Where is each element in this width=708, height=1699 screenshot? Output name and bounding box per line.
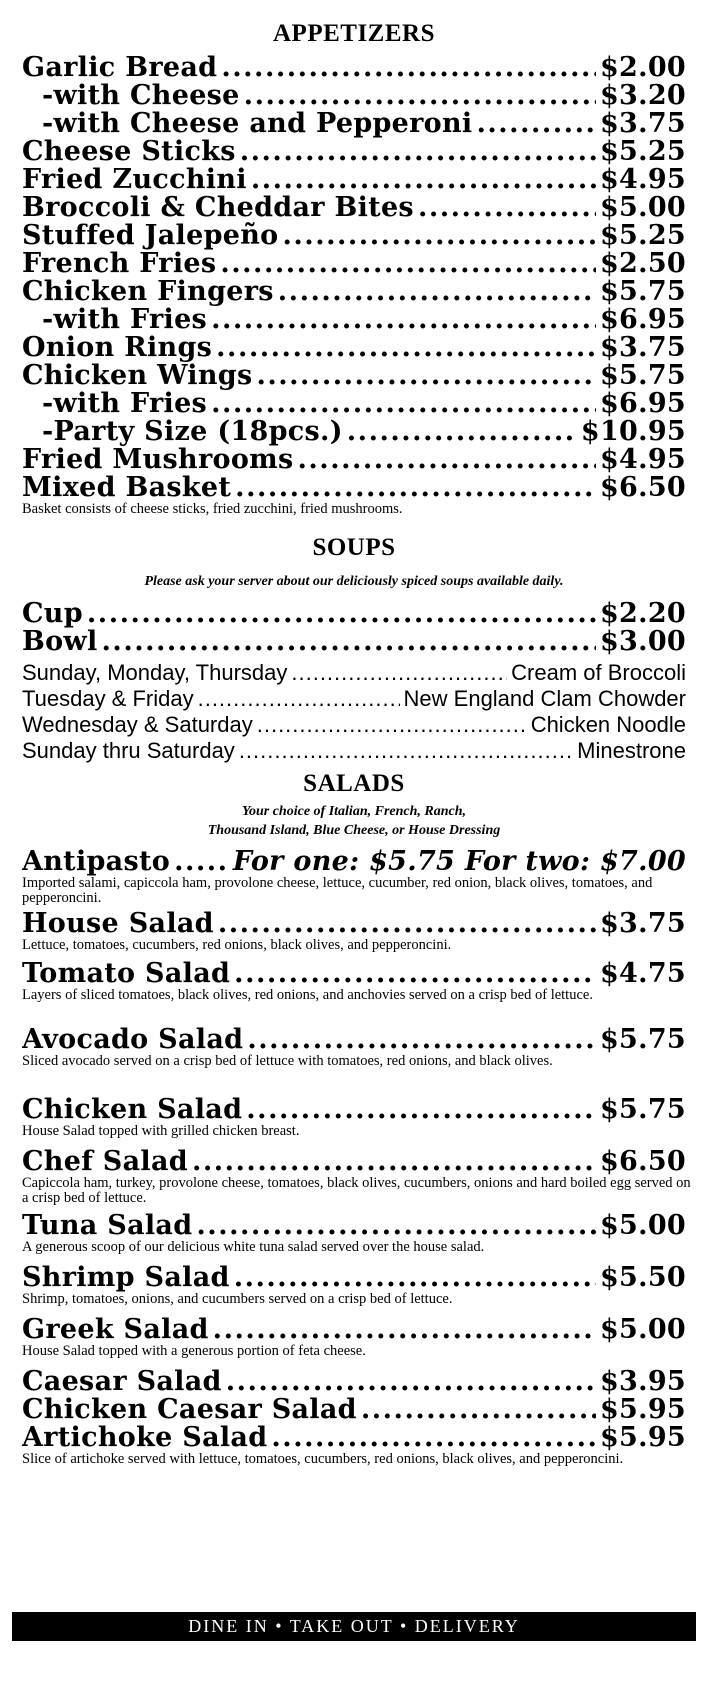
schedule-days: Tuesday & Friday: [22, 686, 194, 711]
item-label: Artichoke Salad: [22, 1422, 268, 1453]
item-price: $2.20: [599, 598, 686, 629]
item-label: -with Cheese and Pepperoni: [42, 108, 473, 139]
item-label: Fried Zucchini: [22, 164, 247, 195]
item-label: Onion Rings: [22, 332, 213, 363]
menu-item-fried-zucchini: [22, 164, 686, 195]
item-price: $3.00: [599, 626, 686, 657]
schedule-days: Sunday, Monday, Thursday: [22, 660, 288, 685]
leader-dots: [347, 416, 577, 447]
menu-item-chicken-wings: [22, 360, 686, 391]
menu-item-tuna-salad: [22, 1210, 686, 1241]
menu-item-antipasto: [22, 846, 686, 877]
menu-item-chicken-fingers: [22, 276, 686, 307]
menu-item-chicken-wings-fries: [42, 388, 686, 419]
item-label: Broccoli & Cheddar Bites: [22, 192, 414, 223]
leader-dots: [216, 332, 596, 363]
menu-item-mixed-basket: [22, 472, 686, 503]
item-price: $5.95: [599, 1422, 686, 1453]
menu-item-greek-salad: [22, 1314, 686, 1345]
leader-dots: [235, 472, 596, 503]
item-label: Tuna Salad: [22, 1210, 193, 1241]
menu-item-tomato-salad: [22, 958, 686, 989]
schedule-days: Sunday thru Saturday: [22, 738, 235, 763]
item-description: Sliced avocado served on a crisp bed of lettuce with tomatoes, red onions, and black olives.: [22, 1053, 553, 1069]
item-label: -with Cheese: [42, 80, 240, 111]
leader-dots: [476, 108, 595, 139]
schedule-days: Wednesday & Saturday: [22, 712, 253, 737]
item-price: $6.50: [599, 1146, 686, 1177]
menu-item-avocado-salad: [22, 1024, 686, 1055]
menu-item-garlic-bread: [22, 52, 686, 83]
item-price: $5.75: [599, 360, 686, 391]
menu-item-bowl: [22, 626, 686, 657]
item-label: Chicken Fingers: [22, 276, 274, 307]
soup-schedule-row: [22, 738, 686, 764]
item-label: Tomato Salad: [22, 958, 231, 989]
basket-note: Basket consists of cheese sticks, fried zucchini, fried mushrooms.: [22, 501, 403, 517]
dressing-note-line2: Thousand Island, Blue Cheese, or House Dressing: [207, 823, 501, 838]
leader-dots: [283, 220, 596, 251]
item-label: -with Fries: [42, 388, 208, 419]
item-price: $4.95: [599, 444, 686, 475]
item-label: Avocado Salad: [22, 1024, 244, 1055]
leader-dots: [291, 660, 507, 686]
item-description: House Salad topped with grilled chicken breast.: [22, 1123, 300, 1139]
item-description: Slice of artichoke served with lettuce, tomatoes, cucumbers, red onions, black olives, and pepperoncini.: [22, 1451, 624, 1467]
item-description: Lettuce, tomatoes, cucumbers, red onions, black olives, and pepperoncini.: [22, 937, 452, 953]
salads-title: SALADS: [303, 770, 405, 797]
soups-note: Please ask your server about our deliciously spiced soups available daily.: [144, 574, 564, 589]
menu-item-caesar-salad: [22, 1366, 686, 1397]
appetizers-title: APPETIZERS: [273, 20, 435, 47]
item-price: $5.25: [599, 136, 686, 167]
soup-schedule-row: [22, 660, 686, 686]
item-price: $2.00: [599, 52, 686, 83]
item-price: $5.00: [599, 1210, 686, 1241]
item-price: $4.75: [599, 958, 686, 989]
item-price: $3.20: [599, 80, 686, 111]
item-price: $3.75: [599, 908, 686, 939]
menu-item-broccoli-cheddar-bites: [22, 192, 686, 223]
item-price: $5.00: [599, 1314, 686, 1345]
item-label: Shrimp Salad: [22, 1262, 230, 1293]
item-price: $5.75: [599, 276, 686, 307]
menu-item-stuffed-jalepeno: [22, 220, 686, 251]
leader-dots: [418, 192, 596, 223]
leader-dots: [251, 164, 596, 195]
leader-dots: [234, 1262, 596, 1293]
item-label: Chef Salad: [22, 1146, 188, 1177]
menu-item-house-salad: [22, 908, 686, 939]
leader-dots: [257, 712, 527, 738]
item-description: Imported salami, capiccola ham, provolone cheese, lettuce, cucumber, red onion, black olives, tomatoes, and pepperoncini.: [22, 875, 653, 906]
item-description: House Salad topped with a generous portion of feta cheese.: [22, 1343, 366, 1359]
service-banner: [12, 1612, 696, 1641]
menu-item-chef-salad: [22, 1146, 686, 1177]
soups-title: SOUPS: [312, 534, 396, 561]
leader-dots: [211, 304, 596, 335]
leader-dots: [256, 360, 596, 391]
leader-dots: [361, 1394, 596, 1425]
menu-item-garlic-bread-cheese: [42, 80, 686, 111]
leader-dots: [102, 626, 596, 657]
item-price: $5.25: [599, 220, 686, 251]
item-label: Antipasto: [22, 846, 171, 877]
service-banner-text: DINE IN • TAKE OUT • DELIVERY: [188, 1616, 520, 1636]
leader-dots: [247, 1024, 596, 1055]
item-label: Caesar Salad: [22, 1366, 222, 1397]
item-label: Cup: [22, 598, 83, 629]
menu-item-chicken-caesar-salad: [22, 1394, 686, 1425]
leader-dots: [234, 958, 596, 989]
leader-dots: [271, 1422, 596, 1453]
item-price: $2.50: [599, 248, 686, 279]
item-price: $6.50: [599, 472, 686, 503]
menu-item-cup: [22, 598, 686, 629]
item-description: A generous scoop of our delicious white tuna salad served over the house salad.: [22, 1239, 485, 1255]
leader-dots: [218, 908, 596, 939]
item-description: Capiccola ham, turkey, provolone cheese, tomatoes, black olives, cucumbers, onions and hard boiled egg served on a crisp bed of lettuce.: [22, 1175, 691, 1206]
leader-dots: [278, 276, 596, 307]
item-label: Cheese Sticks: [22, 136, 236, 167]
item-label: Chicken Salad: [22, 1094, 243, 1125]
menu-item-french-fries: [22, 248, 686, 279]
leader-dots: [226, 1366, 596, 1397]
item-price: $5.95: [599, 1394, 686, 1425]
item-price: $5.00: [599, 192, 686, 223]
item-price: $4.95: [599, 164, 686, 195]
schedule-soup: Minestrone: [577, 738, 686, 763]
menu-item-shrimp-salad: [22, 1262, 686, 1293]
leader-dots: [240, 136, 596, 167]
leader-dots: [174, 846, 229, 877]
item-description: Shrimp, tomatoes, onions, and cucumbers served on a crisp bed of lettuce.: [22, 1291, 453, 1307]
menu-item-cheese-sticks: [22, 136, 686, 167]
leader-dots: [211, 388, 596, 419]
item-price: For one: $5.75 For two: $7.00: [232, 846, 686, 877]
leader-dots: [198, 686, 400, 712]
leader-dots: [87, 598, 596, 629]
soup-schedule-row: [22, 686, 686, 712]
item-label: Chicken Wings: [22, 360, 253, 391]
item-label: Mixed Basket: [22, 472, 232, 503]
item-price: $6.95: [599, 304, 686, 335]
item-price: $5.75: [599, 1024, 686, 1055]
item-label: Stuffed Jalepeño: [22, 220, 279, 251]
leader-dots: [213, 1314, 596, 1345]
dressing-note-line1: Your choice of Italian, French, Ranch,: [241, 804, 467, 819]
item-description: Layers of sliced tomatoes, black olives, red onions, and anchovies served on a crisp bed of lettuce.: [22, 987, 593, 1003]
item-price: $6.95: [599, 388, 686, 419]
menu-item-onion-rings: [22, 332, 686, 363]
soup-schedule-row: [22, 712, 686, 738]
menu-item-garlic-bread-cheese-pepperoni: [42, 108, 686, 139]
schedule-soup: Chicken Noodle: [530, 712, 686, 737]
menu-item-chicken-fingers-fries: [42, 304, 686, 335]
menu-item-chicken-salad: [22, 1094, 686, 1125]
item-label: French Fries: [22, 248, 217, 279]
item-price: $3.75: [599, 332, 686, 363]
item-label: Garlic Bread: [22, 52, 218, 83]
item-price: $3.75: [599, 108, 686, 139]
item-label: -with Fries: [42, 304, 208, 335]
item-label: -Party Size (18pcs.): [42, 416, 343, 447]
leader-dots: [239, 738, 573, 764]
item-label: Bowl: [22, 626, 98, 657]
item-price: $3.95: [599, 1366, 686, 1397]
item-label: Greek Salad: [22, 1314, 209, 1345]
leader-dots: [221, 52, 596, 83]
item-price: $10.95: [580, 416, 686, 447]
leader-dots: [244, 80, 596, 111]
item-price: $5.75: [599, 1094, 686, 1125]
menu-item-fried-mushrooms: [22, 444, 686, 475]
item-price: $5.50: [599, 1262, 686, 1293]
schedule-soup: New England Clam Chowder: [403, 686, 686, 711]
item-label: Fried Mushrooms: [22, 444, 294, 475]
schedule-soup: Cream of Broccoli: [511, 660, 686, 685]
leader-dots: [220, 248, 596, 279]
leader-dots: [192, 1146, 596, 1177]
menu-item-chicken-wings-party: [42, 416, 686, 447]
leader-dots: [196, 1210, 596, 1241]
item-label: Chicken Caesar Salad: [22, 1394, 357, 1425]
item-label: House Salad: [22, 908, 214, 939]
leader-dots: [246, 1094, 596, 1125]
menu-item-artichoke-salad: [22, 1422, 686, 1453]
leader-dots: [298, 444, 596, 475]
